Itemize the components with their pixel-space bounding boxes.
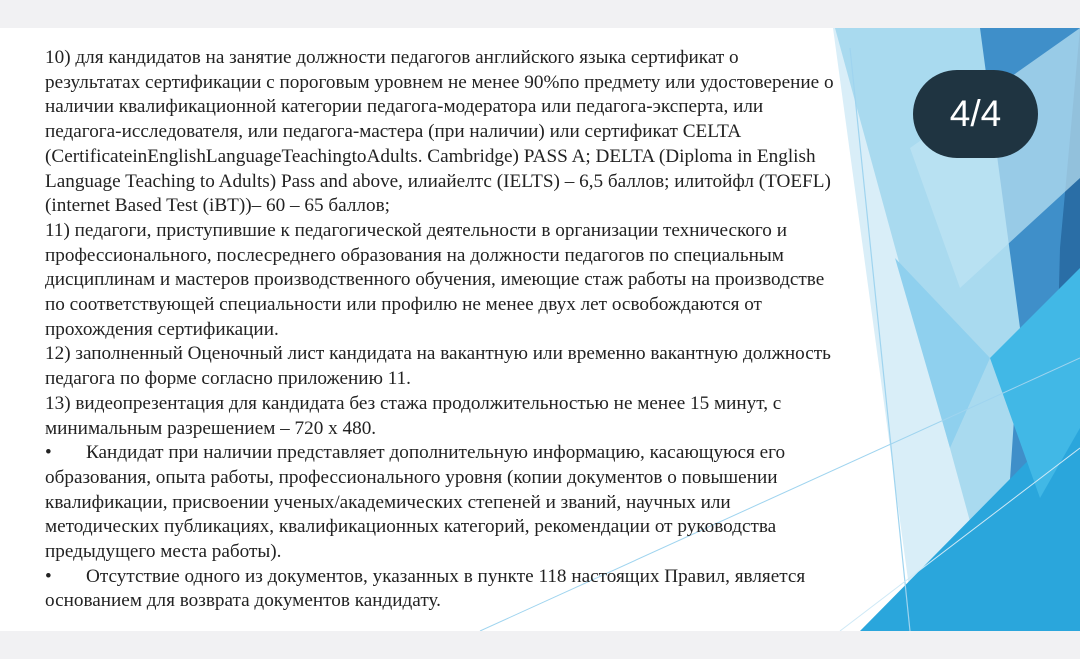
slide-body-text <box>45 46 835 614</box>
paragraph-10: 10) для кандидатов на занятие должности педагогов английского языка сертификат о результатах сертификации с пороговым уровнем не менее 90%по предмету или удостоверение о наличии квалификационной категории педагога-модератора или педагога-эксперта, или педагога-исследователя, или педагога-мастера (при наличии) или сертификат CELTA (CertificateinEnglishLanguageTeachingtoAdults. Cambridge) PASS A; DELTA (Diploma in English Language Teaching to Adults) Pass and above, илиайелтс (IELTS) – 6,5 баллов; илитойфл (TOEFL) (internet Based Test (iBT))– 60 – 65 баллов; <box>45 47 834 217</box>
bullet-text: Кандидат при наличии представляет дополнительную информацию, касающуюся его образования, опыта работы, профессионального уровня (копии документов о повышении квалификации, присвоении ученых/академических степеней и званий, научных или методических публикациях, квалификационных категорий, рекомендации от руководства предыдущего места работы). <box>45 442 786 563</box>
paragraph-11: 11) педагоги, приступившие к педагогической деятельности в организации технического и профессионального, послесреднего образования на должности педагогов по специальным дисциплинам и мастеров производственного обучения, имеющие стаж работы на производстве по соответствующей специальности или профилю не менее двух лет освобождаются от прохождения сертификации. <box>45 219 825 340</box>
bullet-item-additional-info <box>45 441 835 565</box>
slide <box>0 28 1080 631</box>
paragraph-12: 12) заполненный Оценочный лист кандидата на вакантную или временно вакантную должность педагога по форме согласно приложению 11. <box>45 343 831 390</box>
bullet-icon: • <box>45 565 52 587</box>
bullet-text: Отсутствие одного из документов, указанных в пункте 118 настоящих Правил, является основанием для возврата документов кандидату. <box>45 565 806 612</box>
bullet-icon: • <box>45 442 52 464</box>
paragraph-13: 13) видеопрезентация для кандидата без стажа продолжительностью не менее 15 минут, с минимальным разрешением – 720 x 480. <box>45 392 782 439</box>
page-counter-badge: 4/4 <box>913 70 1038 158</box>
bullet-item-missing-documents <box>45 565 835 614</box>
top-bar <box>0 0 1080 29</box>
bottom-bar <box>0 631 1080 659</box>
